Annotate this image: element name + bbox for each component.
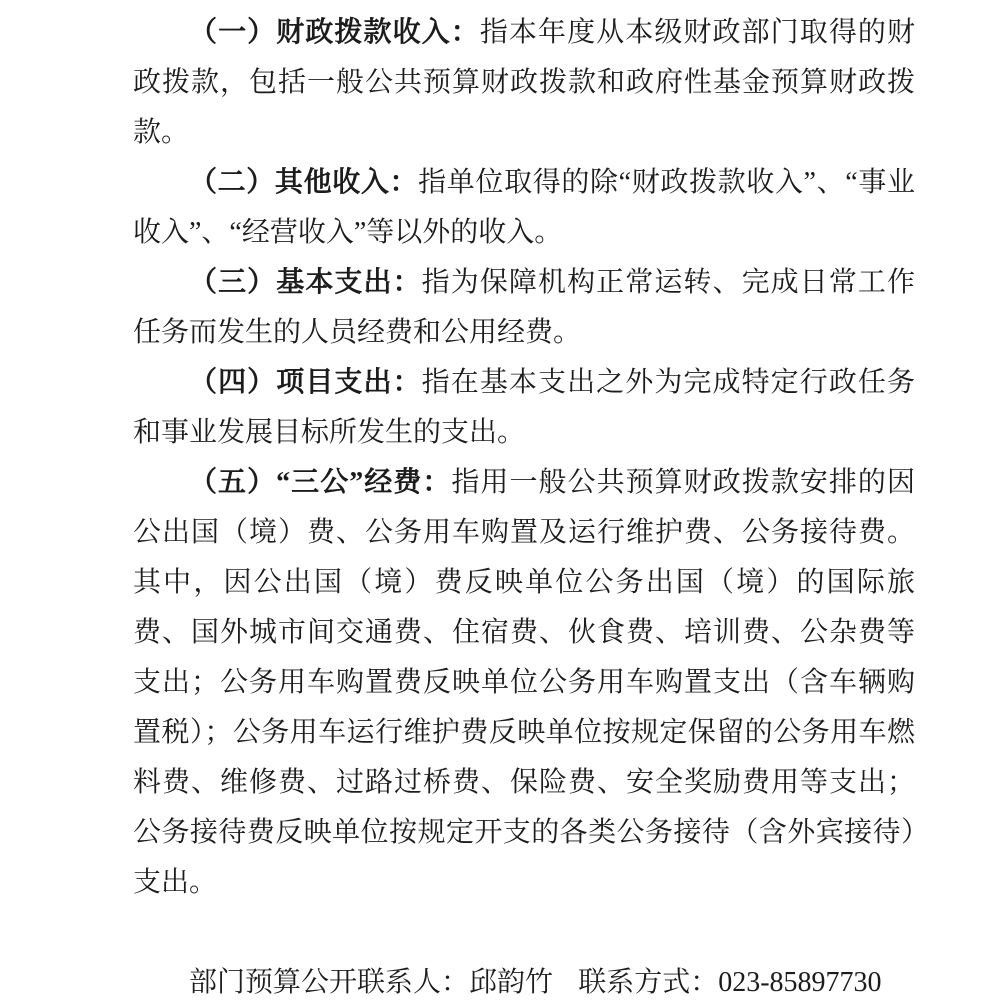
phone-label: 联系方式：: [578, 967, 719, 998]
definition-paragraph: [133, 458, 915, 908]
contact-label: 部门预算公开联系人：: [189, 967, 470, 998]
term-label: （五）“三公”经费：: [189, 467, 452, 498]
paragraph-text: 指用一般公共预算财政拨款安排的因公出国（境）费、公务用车购置及运行维护费、公务接待费。其中，因公出国（境）费反映单位公务出国（境）的国际旅费、国外城市间交通费、住宿费、伙食费、培训费、公杂费等支出；公务用车购置费反映单位公务用车购置支出（含车辆购置税）；公务用车运行维护费反映单位按规定保留的公务用车燃料费、维修费、过路过桥费、保险费、安全奖励费用等支出；公务接待费反映单位按规定开支的各类公务接待（含外宾接待）支出。: [133, 467, 915, 898]
paragraph-text: 指为保障机构正常运转、完成日常工作任务而发生的人员经费和公用经费。: [133, 267, 915, 348]
term-label: （一）财政拨款收入：: [189, 17, 480, 48]
phone-number: 023-85897730: [718, 967, 882, 998]
paragraph-text: 指本年度从本级财政部门取得的财政拨款，包括一般公共预算财政拨款和政府性基金预算财政拨款。: [133, 17, 915, 148]
term-label: （三）基本支出：: [189, 267, 422, 298]
definition-paragraph: [133, 8, 915, 158]
term-label: （二）其他收入：: [189, 167, 419, 198]
contact-name: 邱韵竹: [469, 967, 554, 998]
paragraph-text: 指在基本支出之外为完成特定行政任务和事业发展目标所发生的支出。: [133, 367, 915, 448]
paragraph-text: 指单位取得的除“财政拨款收入”、“事业收入”、“经营收入”等以外的收入。: [133, 167, 915, 248]
definition-paragraph: [133, 258, 915, 358]
definition-paragraph: [133, 158, 915, 258]
term-label: （四）项目支出：: [189, 367, 422, 398]
definition-paragraph: [133, 358, 915, 458]
contact-line: [133, 958, 915, 1008]
